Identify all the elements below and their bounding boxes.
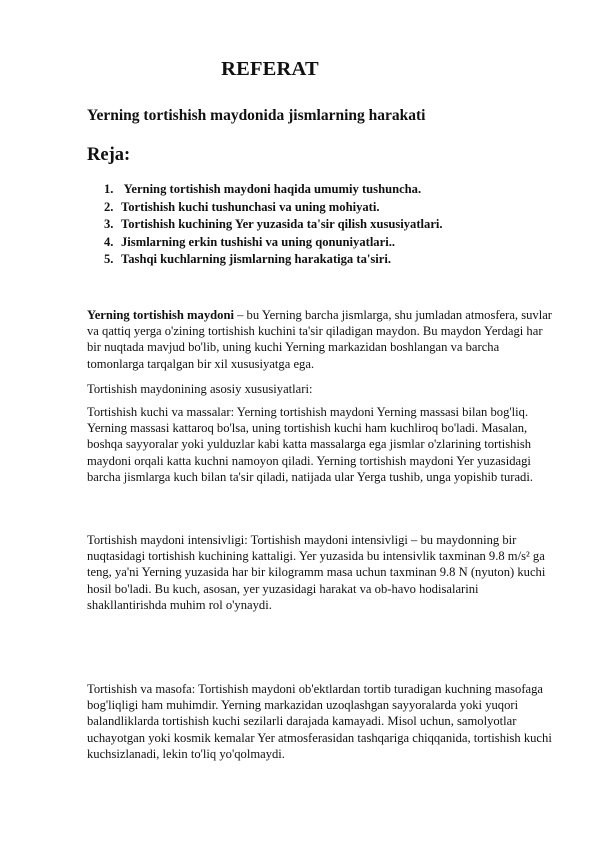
plan-item [104, 251, 443, 269]
plan-item-text: Yerning tortishish maydoni haqida umumiy tushuncha. [121, 182, 422, 196]
plan-item-text: Tortishish kuchi tushunchasi va uning mohiyati. [121, 199, 380, 214]
plan-item-number: 5. [104, 252, 114, 266]
plan-item-text: Jismlarning erkin tushishi va uning qonuniyatlari.. [121, 234, 395, 249]
plan-item-number: 3. [104, 217, 114, 231]
plan-item [104, 234, 443, 252]
distance-paragraph: Tortishish va masofa: Tortishish maydoni ob'ektlardan tortib turadigan kuchning masofaga bog'liqligi ham muhimdir. Yerning markazidan uzoqlashgan sayyoralarda yoki yuqori balandliklarda tortishish kuchi sezilarli darajada kamayadi. Misol uchun, samolyotlar uchayotgan yoki kosmik kemalar Yer atmosferasidan tashqariga chiqqanida, tortishish kuchi kuchsizlanadi, lekin to'liq yo'qolmaydi. [87, 682, 552, 761]
plan-item-number: 1. [104, 182, 114, 196]
properties-heading: Tortishish maydonining asosiy xususiyatlari: [87, 382, 313, 396]
plan-list [104, 181, 443, 269]
plan-item-number: 2. [104, 199, 114, 214]
intro-text: – bu Yerning barcha jismlarga, shu jumladan atmosfera, suvlar va qattiq yerga o'zining tortishish kuchini ta'sir qiladigan maydon. Bu maydon Yerdagi har bir nuqtada mavjud bo'lib, uning kuchi Yerning markazidan boshlangan va barcha tomonlarga tarqalgan bir xil xususiyatga ega. [87, 308, 552, 371]
document-subtitle: Yerning tortishish maydonida jismlarning harakati [87, 107, 426, 124]
mass-paragraph: Tortishish kuchi va massalar: Yerning tortishish maydoni Yerning massasi bilan bog'liq. Yerning massasi kattaroq bo'lsa, uning tortishish kuchi ham kuchliroq bo'ladi. Masalan, boshqa sayyoralar yoki yulduzlar kabi katta massalarga ega jismlar o'zlarining tortishish maydoni orqali katta kuchni namoyon qiladi. Yerning tortishish maydoni Yer yuzasidagi barcha jismlarga kuch bilan ta'sir qiladi, natijada ular Yerga tushib, unga yopishib turadi. [87, 405, 533, 484]
plan-item [104, 216, 443, 234]
plan-item [104, 199, 443, 217]
plan-heading: Reja: [87, 145, 131, 165]
plan-item-number: 4. [104, 234, 114, 249]
intro-paragraph [87, 307, 557, 372]
plan-item-text: Tashqi kuchlarning jismlarning harakatiga ta'siri. [121, 252, 392, 266]
plan-item [104, 181, 443, 199]
document-title: REFERAT [221, 58, 319, 80]
intensity-paragraph: Tortishish maydoni intensivligi: Tortishish maydoni intensivligi – bu maydonning bir nuqtasidagi tortishish kuchining kattaligi. Yer yuzasida bu intensivlik taxminan 9.8 m/s² ga teng, ya'ni Yerning yuzasida har bir kilogramm masa uchun taxminan 9.8 N (nyuton) kuchi hosil bo'ladi. Bu kuch, asosan, yer yuzasidagi harakat va ob-havo hodisalarini shakllantirishda muhim rol o'ynaydi. [87, 533, 546, 612]
plan-item-text: Tortishish kuchining Yer yuzasida ta'sir qilish xususiyatlari. [121, 217, 443, 231]
intro-term: Yerning tortishish maydoni [87, 308, 234, 322]
